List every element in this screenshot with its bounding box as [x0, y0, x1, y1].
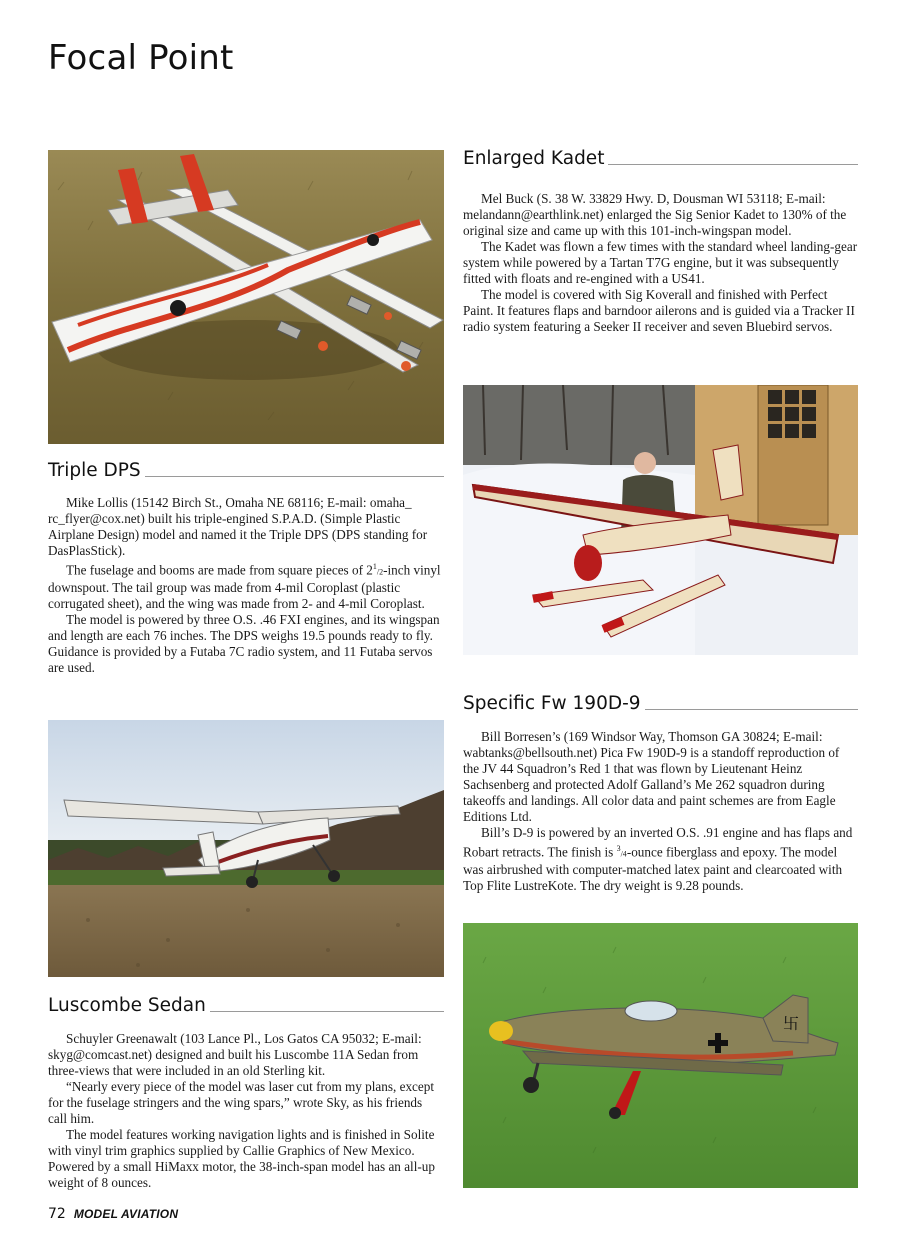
section-heading-luscombe-sedan [48, 995, 444, 1016]
section-heading-specific-fw [463, 693, 858, 714]
heading-rule [145, 476, 444, 477]
paragraph: The model is covered with Sig Koverall and finished with Perfect Paint. It features flaps and barndoor ailerons and is guided via a Tracker II radio system featuring a Seeker II receiver and seven Bluebird servos. [463, 287, 855, 334]
heading-enlarged-kadet: Enlarged Kadet [463, 148, 605, 169]
heading-specific-fw: Specific Fw 190D-9 [463, 693, 641, 714]
article-specific-fw [463, 729, 858, 894]
heading-rule [210, 1011, 444, 1012]
article-enlarged-kadet [463, 191, 858, 335]
heading-rule [608, 164, 858, 165]
page-title: Focal Point [48, 38, 234, 78]
photo-specific-fw [463, 923, 858, 1188]
svg-text:卐: 卐 [783, 1014, 800, 1033]
photo-luscombe-sedan [48, 720, 444, 977]
paragraph: Bill’s D-9 is powered by an inverted O.S. .91 engine and has flaps and Robart retracts. The finish is $^3$/4-ounce fiberglass and epoxy. The model was airbrushed with computer-matched latex paint and clearcoated with Top Flite LustreKote. The dry weight is 9.28 pounds. [463, 825, 853, 894]
photo-enlarged-kadet [463, 385, 858, 655]
paragraph: The model is powered by three O.S. .46 FXI engines, and its wingspan and length are each 76 inches. The DPS weighs 19.5 pounds ready to fly. Guidance is provided by a Futaba 7C radio system, and 11 Futaba servos are used. [48, 612, 440, 676]
footer [48, 1206, 178, 1222]
paragraph: Mel Buck (S. 38 W. 33829 Hwy. D, Dousman WI 53118; E-mail: melandann@earthlink.net) enlarged the Sig Senior Kadet to 130% of the original size and came up with this 101-inch-wingspan model. [463, 191, 847, 238]
article-triple-dps [48, 495, 444, 676]
section-heading-enlarged-kadet [463, 148, 858, 169]
paragraph: Mike Lollis (15142 Birch St., Omaha NE 68116; E-mail: omaha_ rc_flyer@cox.net) built his triple-engined S.P.A.D. (Simple Plastic Airplane Design) model and named it the Triple DPS (DPS standing for DasPlasStick). [48, 495, 428, 558]
magazine-name: MODEL AVIATION [73, 1207, 179, 1221]
page-number: 72 [48, 1206, 66, 1222]
photo-triple-dps [48, 150, 444, 444]
paragraph: Bill Borresen’s (169 Windsor Way, Thomson GA 30824; E-mail: wabtanks@bellsouth.net) Pica Fw 190D-9 is a standoff reproduction of the JV 44 Squadron’s Red 1 that was flown by Lieutenant Heinz Sachsenberg and protected Adolf Galland’s Me 262 squadron during takeoffs and landings. All color data and paint schemes are from Eagle Editions Ltd. [463, 729, 840, 824]
heading-rule [645, 709, 858, 710]
section-heading-triple-dps [48, 460, 444, 481]
heading-triple-dps: Triple DPS [48, 460, 141, 481]
article-luscombe-sedan [48, 1031, 444, 1191]
paragraph: The model features working navigation lights and is finished in Solite with vinyl trim graphics supplied by Callie Graphics of New Mexico. Powered by a small HiMaxx motor, the 38-inch-span model has an all-up weight of 8 ounces. [48, 1127, 435, 1190]
heading-luscombe-sedan: Luscombe Sedan [48, 995, 206, 1016]
paragraph: The Kadet was flown a few times with the standard wheel landing-gear system while powered by a Tartan T7G engine, but it was subsequently fitted with floats and re-engined with a US41. [463, 239, 858, 286]
paragraph: Schuyler Greenawalt (103 Lance Pl., Los Gatos CA 95032; E-mail: skyg@comcast.net) designed and built his Luscombe 11A Sedan from three-views that were included in an old Sterling kit. [48, 1031, 422, 1078]
paragraph: “Nearly every piece of the model was laser cut from my plans, except for the fuselage stringers and the wing spars,” wrote Sky, as his friends call him. [48, 1079, 435, 1126]
paragraph: The fuselage and booms are made from square pieces of $2^1/2$-inch vinyl downspout. The tail group was made from 4-mil Coroplast (plastic corrugated sheet), and the wing was made from 2- and 4-mil Coroplast. [48, 562, 441, 612]
